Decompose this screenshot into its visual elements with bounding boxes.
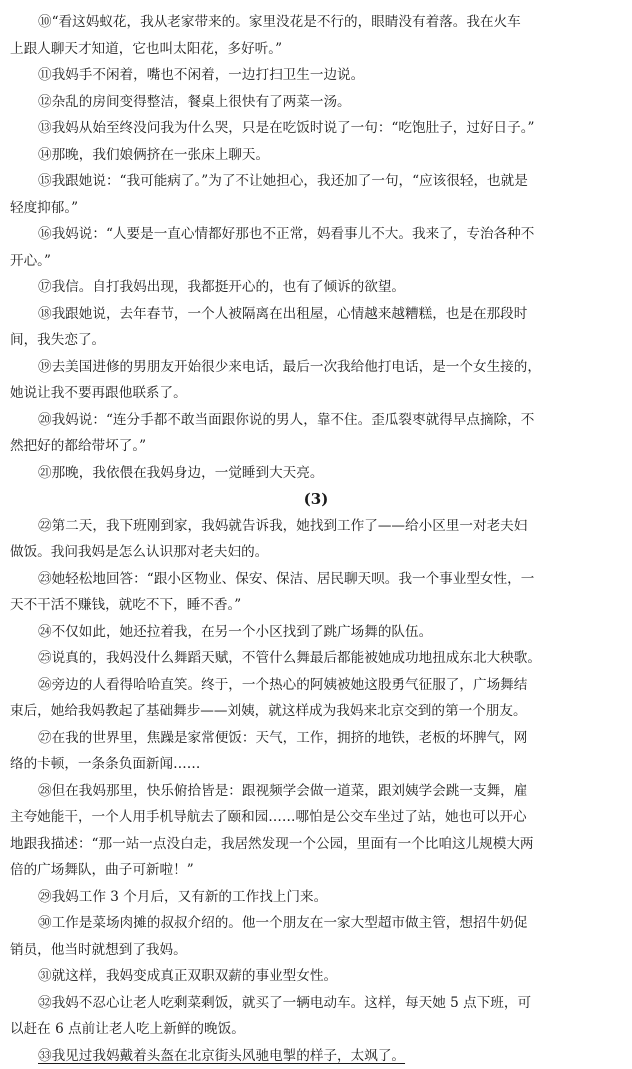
paragraph-p16: [0, 221, 632, 274]
paragraph-p22: [0, 513, 632, 566]
paragraph-line: ㉑那晚，我依偎在我妈身边，一觉睡到大天亮。: [10, 460, 624, 487]
paragraph-line: ㉚工作是菜场肉摊的叔叔介绍的。他一个朋友在一家大型超市做主管，想招牛奶促: [10, 910, 624, 937]
paragraph-p19: [0, 354, 632, 407]
paragraph-line: 地跟我描述：“那一站一点没白走，我居然发现一个公园，里面有一个比咱这儿规模大两: [10, 831, 624, 858]
paragraph-line: ⑳我妈说：“连分手都不敢当面跟你说的男人，靠不住。歪瓜裂枣就得早点摘除，不: [10, 407, 624, 434]
paragraph-line: 她说让我不要再跟他联系了。: [10, 380, 624, 407]
paragraph-line: 然把好的都给带坏了。”: [10, 433, 624, 460]
paragraph-p30: [0, 910, 632, 963]
paragraph-p28: [0, 778, 632, 884]
paragraph-p21: [0, 460, 632, 487]
paragraph-line: 天不干活不赚钱，就吃不下，睡不香。”: [10, 592, 624, 619]
paragraph-line: ⑰我信。自打我妈出现，我都挺开心的，也有了倾诉的欲望。: [10, 274, 624, 301]
paragraph-line: 轻度抑郁。”: [10, 195, 624, 222]
paragraph-p33: [0, 1043, 632, 1069]
paragraph-line: ㉕说真的，我妈没什么舞蹈天赋，不管什么舞最后都能被她成功地扭成东北大秧歌。: [10, 645, 624, 672]
paragraph-line: ㉜我妈不忍心让老人吃剩菜剩饭，就买了一辆电动车。这样，每天她 5 点下班，可: [10, 990, 624, 1017]
paragraph-p18: [0, 301, 632, 354]
paragraph-line: 络的卡顿，一条条负面新闻……: [10, 751, 624, 778]
paragraph-line: ㉗在我的世界里，焦躁是家常便饭：天气，工作，拥挤的地铁，老板的坏脾气，网: [10, 725, 624, 752]
paragraph-line: 销员，他当时就想到了我妈。: [10, 937, 624, 964]
section-heading: (3): [0, 486, 632, 513]
paragraph-p17: [0, 274, 632, 301]
paragraph-p23: [0, 566, 632, 619]
paragraph-line: ⑱我跟她说，去年春节，一个人被隔离在出租屋，心情越来越糟糕，也是在那段时: [10, 301, 624, 328]
paragraph-line: 以赶在 6 点前让老人吃上新鲜的晚饭。: [10, 1016, 624, 1043]
paragraph-line: ⑯我妈说：“人要是一直心情都好那也不正常，妈看事儿不大。我来了，专治各种不: [10, 221, 624, 248]
paragraph-p12: [0, 89, 632, 116]
paragraph-line: ⑫杂乱的房间变得整洁，餐桌上很快有了两菜一汤。: [10, 89, 624, 116]
paragraph-line: ⑲去美国进修的男朋友开始很少来电话，最后一次我给他打电话，是一个女生接的，: [10, 354, 624, 381]
paragraph-p11: [0, 62, 632, 89]
paragraph-line: ㉖旁边的人看得哈哈直笑。终于，一个热心的阿姨被她这股勇气征服了，广场舞结: [10, 672, 624, 699]
paragraph-line: 主夸她能干，一个人用手机导航去了颐和园……哪怕是公交车坐过了站，她也可以开心: [10, 804, 624, 831]
paragraph-line: ㉔不仅如此，她还拉着我，在另一个小区找到了跳广场舞的队伍。: [10, 619, 624, 646]
text-section-b: [0, 513, 632, 1069]
paragraph-line: 做饭。我问我妈是怎么认识那对老夫妇的。: [10, 539, 624, 566]
paragraph-p24: [0, 619, 632, 646]
paragraph-p20: [0, 407, 632, 460]
paragraph-line: ㉘但在我妈那里，快乐俯拾皆是：跟视频学会做一道菜，跟刘姨学会跳一支舞，雇: [10, 778, 624, 805]
paragraph-line: ⑩“看这妈蚁花，我从老家带来的。家里没花是不行的，眼睛没有着落。我在火车: [10, 9, 624, 36]
paragraph-line: ㉛就这样，我妈变成真正双职双薪的事业型女性。: [10, 963, 624, 990]
paragraph-line: 开心。”: [10, 248, 624, 275]
paragraph-line: ㉒第二天，我下班刚到家，我妈就告诉我，她找到工作了——给小区里一对老夫妇: [10, 513, 624, 540]
paragraph-line: ⑮我跟她说：“我可能病了。”为了不让她担心，我还加了一句，“应该很轻，也就是: [10, 168, 624, 195]
paragraph-line: 上跟人聊天才知道，它也叫太阳花，多好听。”: [10, 36, 624, 63]
paragraph-line: ㉝我见过我妈戴着头盔在北京街头风驰电掣的样子，太飒了。: [10, 1043, 624, 1069]
text-section-a: [0, 9, 632, 486]
paragraph-p31: [0, 963, 632, 990]
top-margin: [0, 0, 632, 9]
paragraph-line: ㉙我妈工作 3 个月后，又有新的工作找上门来。: [10, 884, 624, 911]
paragraph-p10: [0, 9, 632, 62]
paragraph-line: ㉓她轻松地回答：“跟小区物业、保安、保洁、居民聊天呗。我一个事业型女性，一: [10, 566, 624, 593]
paragraph-p15: [0, 168, 632, 221]
paragraph-line: 倍的广场舞队，曲子可新啦！”: [10, 857, 624, 884]
paragraph-p26: [0, 672, 632, 725]
paragraph-p29: [0, 884, 632, 911]
paragraph-line: ⑭那晚，我们娘俩挤在一张床上聊天。: [10, 142, 624, 169]
paragraph-line: ⑪我妈手不闲着，嘴也不闲着，一边打扫卫生一边说。: [10, 62, 624, 89]
paragraph-line: 间，我失恋了。: [10, 327, 624, 354]
paragraph-line: 束后，她给我妈教起了基础舞步——刘姨，就这样成为我妈来北京交到的第一个朋友。: [10, 698, 624, 725]
paragraph-p14: [0, 142, 632, 169]
paragraph-line: ⑬我妈从始至终没问我为什么哭，只是在吃饭时说了一句：“吃饱肚子，过好日子。”: [10, 115, 624, 142]
paragraph-p13: [0, 115, 632, 142]
paragraph-p27: [0, 725, 632, 778]
paragraph-p32: [0, 990, 632, 1043]
paragraph-p25: [0, 645, 632, 672]
